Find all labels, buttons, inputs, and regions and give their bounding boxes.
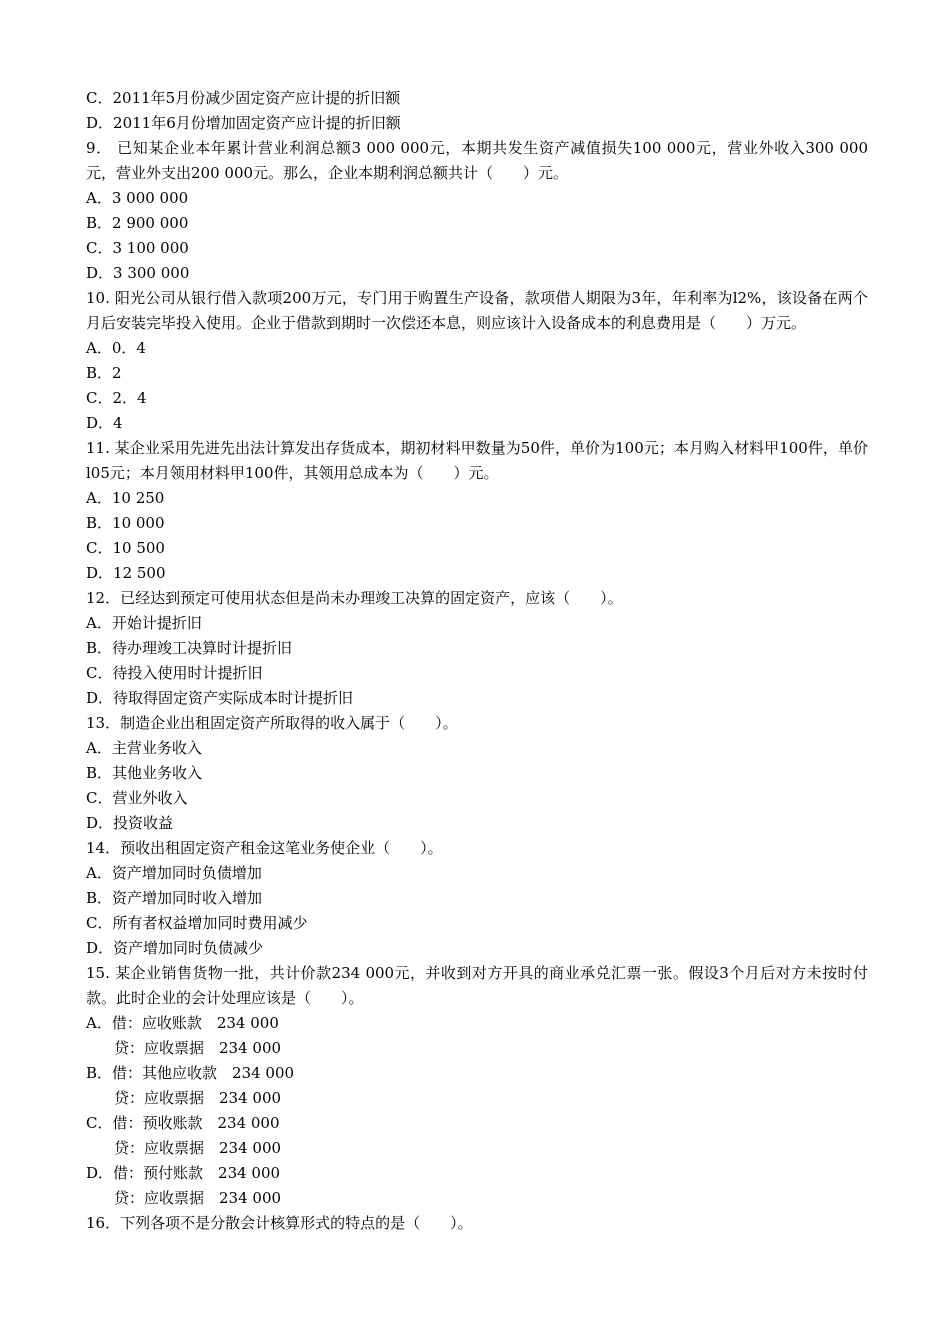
q10-option-c: C．2．4: [86, 389, 147, 407]
q15-option-c-credit: 贷：应收票据 234 000: [114, 1139, 282, 1157]
question-13-stem: 13．制造企业出租固定资产所取得的收入属于（ ）。: [86, 714, 458, 732]
q14-option-a: A．资产增加同时负债增加: [86, 864, 262, 882]
q15-option-c-debit: C．借：预收账款 234 000: [86, 1114, 280, 1132]
q9-option-d: D．3 300 000: [86, 264, 190, 282]
option-c: C．2011年5月份减少固定资产应计提的折旧额: [86, 89, 401, 107]
question-15-stem: 15. 某企业销售货物一批，共计价款234 000元，并收到对方开具的商业承兑汇票一张。假设3个月后对方未按时付款。此时企业的会计处理应该是（ ）。: [86, 964, 868, 1007]
q13-option-d: D．投资收益: [86, 814, 174, 832]
q15-option-d-credit: 贷：应收票据 234 000: [114, 1189, 282, 1207]
q12-option-c: C．待投入使用时计提折旧: [86, 664, 263, 682]
q13-option-c: C．营业外收入: [86, 789, 188, 807]
document-page: [86, 86, 868, 1236]
q11-option-b: B．10 000: [86, 514, 165, 532]
q15-option-a-debit: A．借：应收账款 234 000: [86, 1014, 279, 1032]
q11-option-d: D．12 500: [86, 564, 166, 582]
q10-option-d: D．4: [86, 414, 123, 432]
q9-option-b: B．2 900 000: [86, 214, 189, 232]
q11-option-c: C．10 500: [86, 539, 165, 557]
q11-option-a: A．10 250: [86, 489, 165, 507]
q10-option-a: A．0．4: [86, 339, 146, 357]
q9-option-a: A．3 000 000: [86, 189, 189, 207]
question-12-stem: 12．已经达到预定可使用状态但是尚未办理竣工决算的固定资产，应该（ ）。: [86, 589, 623, 607]
q14-option-d: D．资产增加同时负债减少: [86, 939, 264, 957]
q15-option-b-credit: 贷：应收票据 234 000: [114, 1089, 282, 1107]
q13-option-b: B．其他业务收入: [86, 764, 203, 782]
q14-option-c: C．所有者权益增加同时费用减少: [86, 914, 308, 932]
question-16-stem: 16．下列各项不是分散会计核算形式的特点的是（ ）。: [86, 1214, 473, 1232]
question-10-stem: 10. 阳光公司从银行借入款项200万元，专门用于购置生产设备，款项借人期限为3年，年利率为l2%，该设备在两个月后安装完毕投入使用。企业于借款到期时一次偿还本息，则应该计入设备成本的利息费用是（ ）万元。: [86, 289, 868, 332]
q15-option-d-debit: D．借：预付账款 234 000: [86, 1164, 281, 1182]
question-11-stem: 11. 某企业采用先进先出法计算发出存货成本，期初材料甲数量为50件，单价为100元；本月购入材料甲100件，单价l05元；本月领用材料甲100件，其领用总成本为（ ）元。: [86, 439, 868, 482]
q15-option-a-credit: 贷：应收票据 234 000: [114, 1039, 282, 1057]
q9-option-c: C．3 100 000: [86, 239, 189, 257]
q15-option-b-debit: B．借：其他应收款 234 000: [86, 1064, 295, 1082]
q12-option-a: A．开始计提折旧: [86, 614, 202, 632]
option-d: D．2011年6月份增加固定资产应计提的折旧额: [86, 114, 401, 132]
q10-option-b: B．2: [86, 364, 122, 382]
question-14-stem: 14．预收出租固定资产租金这笔业务使企业（ ）。: [86, 839, 443, 857]
q12-option-b: B．待办理竣工决算时计提折旧: [86, 639, 293, 657]
q12-option-d: D．待取得固定资产实际成本时计提折旧: [86, 689, 354, 707]
question-9-stem: 9． 已知某企业本年累计营业利润总额3 000 000元，本期共发生资产减值损失100 000元，营业外收入300 000元，营业外支出200 000元。那么，企业本期利润总额共计（ ）元。: [86, 139, 868, 182]
q13-option-a: A．主营业务收入: [86, 739, 202, 757]
q14-option-b: B．资产增加同时收入增加: [86, 889, 263, 907]
